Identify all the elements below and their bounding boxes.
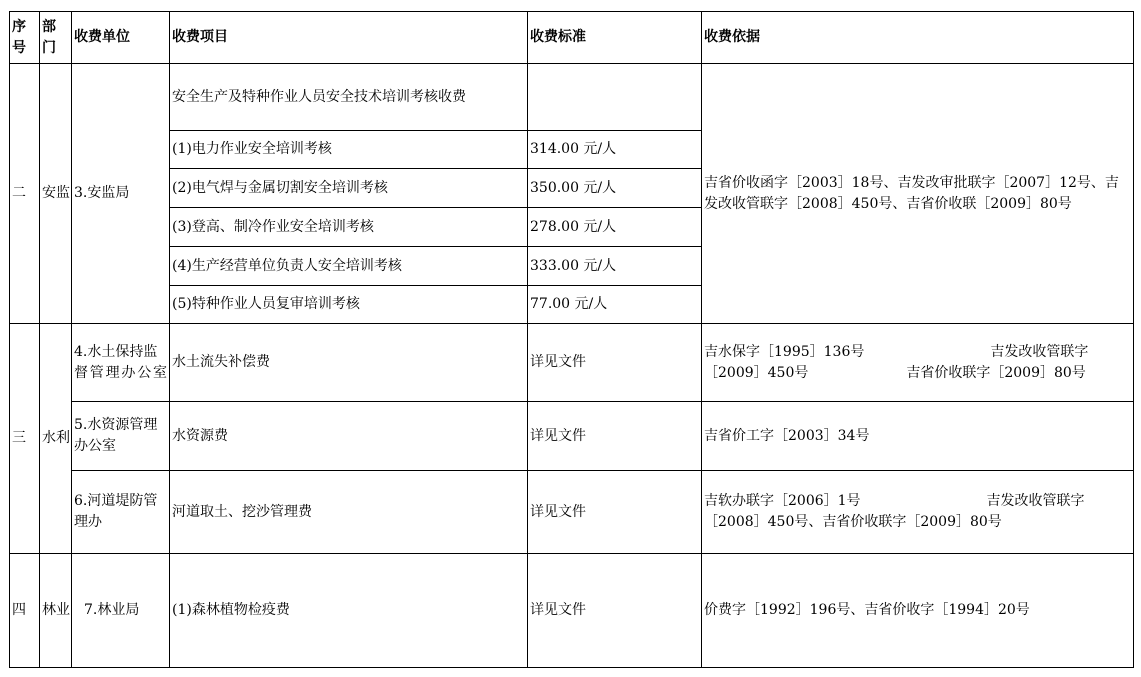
standard-cell: 详见文件 [528, 402, 702, 471]
table-row [10, 402, 1134, 471]
unit-cell: 6.河道堤防管理办 [72, 471, 170, 554]
header-item: 收费项目 [170, 12, 528, 64]
header-unit: 收费单位 [72, 12, 170, 64]
item-cell: (1)电力作业安全培训考核 [170, 131, 528, 169]
standard-cell: 278.00 元/人 [528, 208, 702, 247]
basis-cell: 价费字［1992］196号、吉省价收字［1994］20号 [702, 554, 1134, 668]
table-row [10, 324, 1134, 402]
dept-cell: 安监 [40, 64, 72, 324]
unit-cell: 3.安监局 [72, 64, 170, 324]
unit-cell: 5.水资源管理办公室 [72, 402, 170, 471]
fee-table [9, 11, 1134, 668]
standard-cell: 详见文件 [528, 324, 702, 402]
item-cell: 水土流失补偿费 [170, 324, 528, 402]
dept-cell: 水利 [40, 324, 72, 554]
basis-cell: 吉水保字［1995］136号 吉发改收管联字［2009］450号 吉省价收联字［2009］80号 [702, 324, 1134, 402]
table-row [10, 471, 1134, 554]
item-cell: 河道取土、挖沙管理费 [170, 471, 528, 554]
unit-cell: 4.水土保持监督管理办公室 [72, 324, 170, 402]
standard-cell: 详见文件 [528, 554, 702, 668]
item-cell: 安全生产及特种作业人员安全技术培训考核收费 [170, 64, 528, 131]
seq-cell: 二 [10, 64, 40, 324]
item-cell: (5)特种作业人员复审培训考核 [170, 286, 528, 324]
item-cell: (3)登高、制冷作业安全培训考核 [170, 208, 528, 247]
standard-cell [528, 64, 702, 131]
basis-cell: 吉软办联字［2006］1号 吉发改收管联字［2008］450号、吉省价收联字［2009］80号 [702, 471, 1134, 554]
standard-cell: 77.00 元/人 [528, 286, 702, 324]
header-dept: 部门 [40, 12, 72, 64]
seq-cell: 三 [10, 324, 40, 554]
basis-cell: 吉省价工字［2003］34号 [702, 402, 1134, 471]
basis-cell: 吉省价收函字［2003］18号、吉发改审批联字［2007］12号、吉发改收管联字［2008］450号、吉省价收联［2009］80号 [702, 64, 1134, 324]
header-standard: 收费标准 [528, 12, 702, 64]
standard-cell: 333.00 元/人 [528, 247, 702, 286]
table-row [10, 554, 1134, 668]
item-cell: (2)电气焊与金属切割安全培训考核 [170, 169, 528, 208]
item-cell: (1)森林植物检疫费 [170, 554, 528, 668]
unit-cell: 7.林业局 [72, 554, 170, 668]
item-cell: (4)生产经营单位负责人安全培训考核 [170, 247, 528, 286]
item-cell: 水资源费 [170, 402, 528, 471]
standard-cell: 详见文件 [528, 471, 702, 554]
standard-cell: 314.00 元/人 [528, 131, 702, 169]
dept-cell: 林业 [40, 554, 72, 668]
table-row [10, 64, 1134, 131]
header-row [10, 12, 1134, 64]
header-seq: 序号 [10, 12, 40, 64]
seq-cell: 四 [10, 554, 40, 668]
header-basis: 收费依据 [702, 12, 1134, 64]
standard-cell: 350.00 元/人 [528, 169, 702, 208]
